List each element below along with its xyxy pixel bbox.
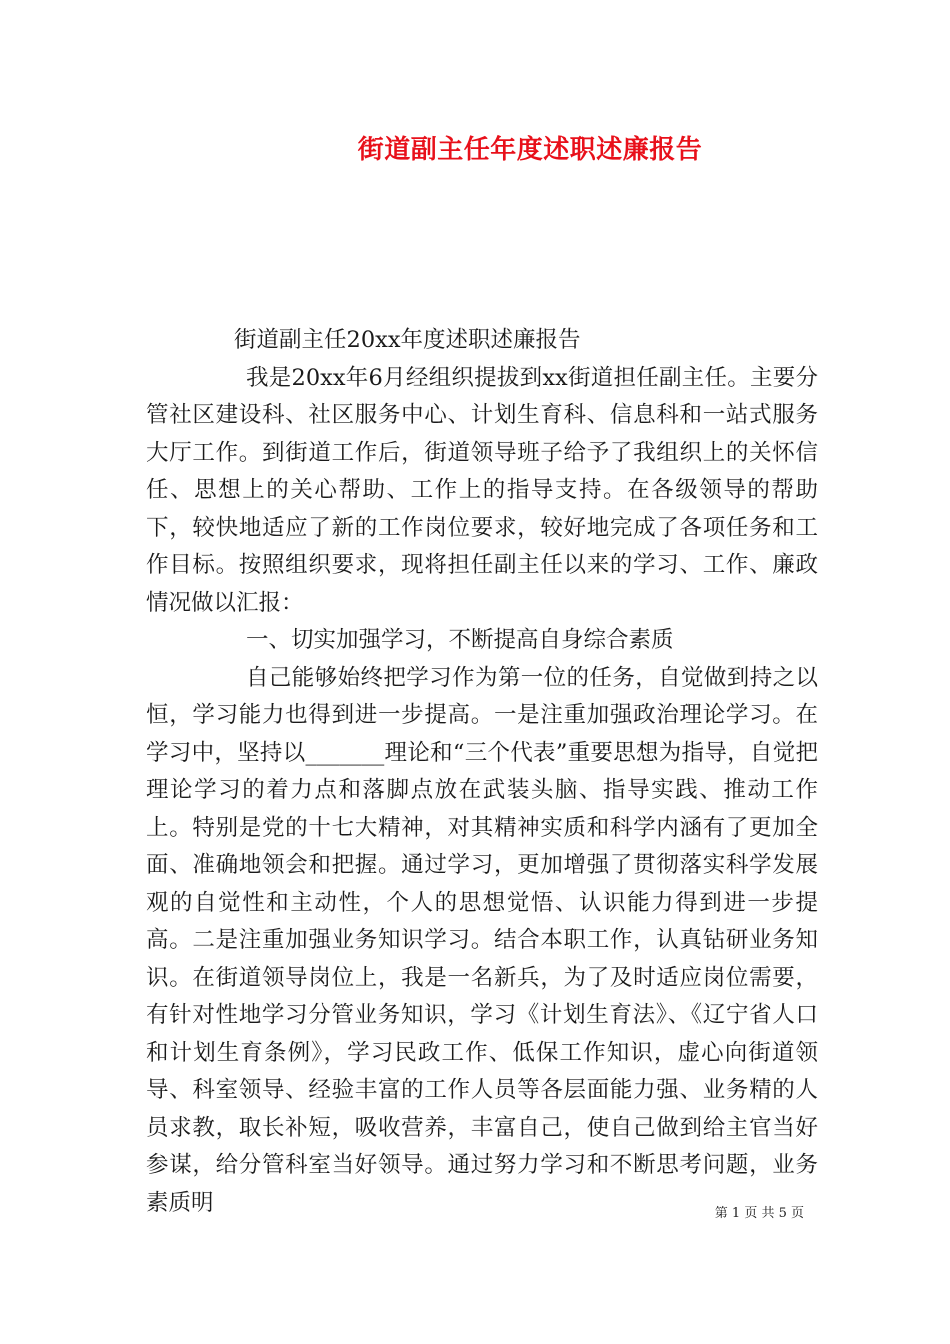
page-number-footer: 第 1 页 共 5 页 — [714, 1206, 804, 1221]
section-one-text-part1: 自己能够始终把学习作为第一位的任务，自觉做到持之以恒，学习能力也得到进一步提高。一是注重加强政治理论学习。在学习中，坚持以 — [146, 664, 818, 766]
document-body — [146, 322, 818, 1222]
section-one-text-part2: 理论和“三个代表”重要思想为指导，自觉把理论学习的着力点和落脚点放在武装头脑、指导实践、推动工作上。特别是党的十七大精神，对其精神实质和科学内涵有了更加全面、准确地领会和把握。通过学习，更加增强了贯彻落实科学发展观的自觉性和主动性，个人的思想觉悟、认识能力得到进一步提高。二是注重加强业务知识学习。结合本职工作，认真钻研业务知识。在街道领导岗位上，我是一名新兵，为了及时适应岗位需要，有针对性地学习分管业务知识，学习《计划生育法》、《辽宁省人口和计划生育条例》，学习民政工作、低保工作知识，虚心向街道领导、科室领导、经验丰富的工作人员等各层面能力强、业务精的人员求教，取长补短，吸收营养，丰富自己，使自己做到给主官当好参谋，给分管科室当好领导。通过努力学习和不断思考问题，业务素质明 — [146, 739, 818, 1216]
section-one-paragraph — [146, 660, 818, 1223]
section-one-heading: 一、切实加强学习，不断提高自身综合素质 — [246, 627, 674, 653]
intro-paragraph: 我是20xx年6月经组织提拔到xx街道担任副主任。主要分管社区建设科、社区服务中心、计划生育科、信息科和一站式服务大厅工作。到街道工作后，街道领导班子给予了我组织上的关怀信任、思想上的关心帮助、工作上的指导支持。在各级领导的帮助下，较快地适应了新的工作岗位要求，较好地完成了各项任务和工作目标。按照组织要求，现将担任副主任以来的学习、工作、廉政情况做以汇报： — [146, 364, 818, 616]
document-title: 街道副主任年度述职述廉报告 — [357, 135, 703, 165]
fill-in-blank: _______ — [305, 739, 385, 766]
document-subtitle: 街道副主任20xx年度述职述廉报告 — [234, 327, 581, 353]
